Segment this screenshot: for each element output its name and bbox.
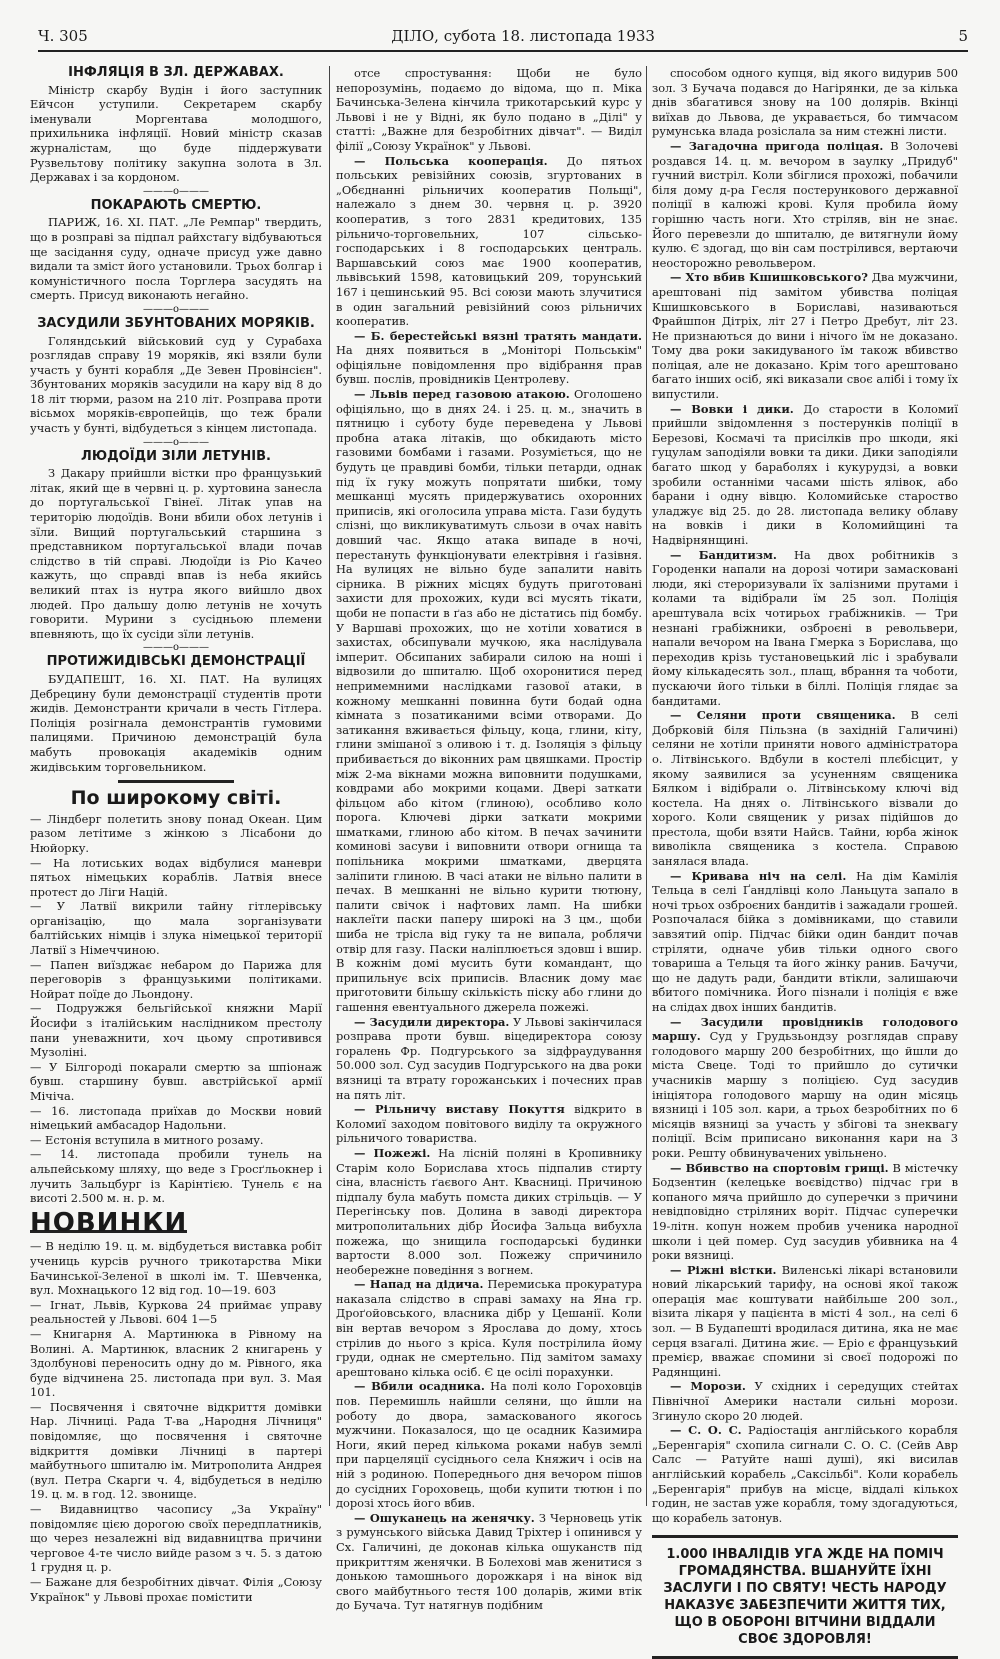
list-item: — В неділю 19. ц. м. відбудеться виставка робіт учениць курсів ручного трикотарства Міки Бачинської-Зеленої в школі ім. Т. Шевченка, вул. Мохнацького 12 від год. 10—19. 603 [30,1239,322,1298]
article-text: БУДАПЕШТ, 16. XI. ПАТ. На вулицях Дебрецину були демонстрації студентів проти жидів. Демонстранти кричали в честь Гітлера. Поліція розігнала демонстрантів гумовими палицями. Причиною демонстрацій була мабуть провокація академіків одним жидівським торговельником. [30,671,322,774]
news-lead: — Польська кооперація. [354,153,548,168]
news-item [336,1015,642,1103]
news-item [336,329,642,387]
article-text: ПАРИЖ, 16. XI. ПАТ. „Ле Ремпар" твердить, що в розправі за підпал райхстагу відбуваються ще засідання суду, одначе присуд уже давно видали та зміст його установили. Трьох болгар і комуністичного посла Торглера засудять на смерть. Присуд виконають негайно. [30,215,322,303]
article [30,655,322,774]
column-rule-1 [329,66,330,1506]
column-rule-2 [646,66,647,1506]
news-text: способом одного купця, від якого видурив 500 зол. З Бучача подався до Нагірянки, де за кілька днів збагатився знову на 100 долярів. Вкінці виїхав до Львова, де укравається, бо тимчасом румунська влада розіслала за ним стежні листи. [652,66,958,139]
news-lead: — Бандитизм. [670,547,777,562]
news-text: У східних і середущих стейтах Північної Америки настали сильні морози. Згинуло скоро 20 людей. [652,1379,959,1423]
news-text: Суд у Грудьзьондзу розглядав справу голодового маршу 200 безробітних, що йшли до міста Свеце. Тоді то прийшло до сутички учасників маршу з поліцією. Суд засудив ініціятора голодового маршу на один місяць вязниці і 105 зол. кари, а трьох безробітних по 6 місяців вязниці за участь у збігові та знеквагу поліції. Всім приписано виконання кари на 3 роки. Решту обвинувачених увільнено. [652,1029,958,1160]
news-item [652,1379,958,1423]
news-item [652,270,958,401]
article [30,66,322,185]
news-item [336,1102,642,1146]
article [30,450,322,642]
news-text: На лісній поляні в Кропивнику Старім коло Борислава хтось підпалив стирту сіна, власність ґаєвого Ант. Квасниці. Причиною підпалу була мабуть помста диких стрільців. — У Перегінську пов. Долина в заводі директора митрополитальних дібр Йосифа Зальца вибухла пожежа, що знищила господарські будинки вартости 8.000 зол. Пожежу спричинило необережне поведіння з вогнем. [336,1145,642,1277]
news-text: На двох робітників з Городенки напали на дорозі чотири замасковані люди, які стероризували їх залізними прутами і колами та відібрали їм 25 зол. Поліція арештувала всіх чотирьох грабіжників. — Три незнані грабіжники, озброєні в револьвери, напали вечором на Івана Гмерка з Борислава, що переходив крізь тустановецький ліс і зрабували йому кількадесять зол., плащ, вбрання та чоботи, пускаючи його тільки в біллі. Поліція глядає за бандитами. [652,547,959,708]
masthead-date: ДІЛО, субота 18. листопада 1933 [391,27,655,45]
news-text: В містечку Бодзентин (келецьке воєвідство) підчас гри в копаного мяча прийшло до суперечки з причини невідповідно стріляних воріт. Підчас суперечки 19-літн. копун ножем пробив ученика народної школи і цей помер. Суд засудив убивника на 4 роки вязниці. [652,1160,958,1263]
news-text: На полі коло Гороховців пов. Перемишль найшли селяни, що йшли на роботу до двора, замаскованого якогось мужчини. Показалося, що це осадник Казимира Ноги, який перед кількома роками набув землі при парцеляції сусіднього села Княжич і осів на ній з родиною. Попереднього дня вечором пішов до сусідних Гороховець, щоби купити тютюн і по дорозі хтось його вбив. [336,1379,642,1511]
news-lead: — Рільничу виставу Покуття [354,1102,565,1117]
news-item [652,1423,958,1525]
news-lead: — Ріжні вістки. [670,1262,777,1277]
list-item: — Книгарня А. Мартинюка в Рівному на Волині. А. Мартинюк, власник 2 книгарень у Здолбунові переносить одну до м. Рівного, яка буде відчинена 25. листопада при вул. 3. Мая 101. [30,1326,322,1400]
world-section-title: По широкому світі. [70,787,282,810]
list-item: — Подружжя бельгійської княжни Марії Йосифи з італійським наслідником престолу пани уневажнити, хоч цьому спротивився Музоліні. [30,1001,322,1060]
page-header [38,22,968,52]
article [30,317,322,436]
list-item: — 14. листопада пробили тунель на альпейському шляху, що веде з Гросґльокнер і лучить Зальцбург із Карінтією. Тунель є на висоті 2.500 м. н. р. м. [30,1147,322,1206]
list-item: — Видавництво часопису „За Україну" повідомляє цією дорогою своїх передплатників, що через незалежні від видавництва причини черговое 4-те число вийде разом з ч. 5. з датою 1 грудня ц. р. [30,1502,322,1575]
news-item [336,387,642,1015]
news-lead: — Засудили директора. [354,1014,510,1029]
news-lead: — Селяни проти священика. [670,708,896,723]
news-item [652,869,958,1015]
news-text: До старости в Коломиї прийшли звідомлення з постерунків поліції в Березові, Космачі та присілків про шкоди, які гуцулам заподіяли вовки та дики. Дики заподіяли багато шкод у бараболях і кукурудзі, а вовки зробили останніми часами шість ялівок, або барани і одну вівцю. Коломийське староство уладжує від 25. до 28. листопада велику облаву на вовків і дики в Коломийщині та Надвірнянщині. [652,401,959,547]
article-text: Міністр скарбу Вудін і його заступник Ейчсон уступили. Секретарем скарбу іменували Моргентава молодшого, прихильника інфляції. Новий міністр сказав журналістам, що буде піддержувати Рузвельтову політику закупна золота в Зл. Державах і за кордоном. [30,82,322,185]
news-lead: — Морози. [670,1379,746,1394]
news-text: Радіостація англійського корабля „Беренгарія" схопила сигнали С. О. С. (Сейв Авр Салс — Ратуйте наші душі), які висилав англійський корабель „Саксільбі". Коли корабель „Беренгарія" прибув на місце, віддалі кількох годин, не застав уже корабля, тому здогадуються, що корабель затонув. [652,1423,958,1525]
news-text: В Золочеві роздався 14. ц. м. вечором в заулку „Придуб" гучний вистріл. Коли збіглися прохожі, побачили біля дому д-ра Гесля постерункового державної поліції в калюжі крові. Куля пробила йому горішню часть ноги. Хто стріляв, він не знає. Його перевезли до шпиталю, де витягнули йому кулю. Є здогад, що він сам пострілився, вертаючи неосторожно револьвером. [652,138,958,270]
news-text: відкрито в Коломиї заходом повітового виділу та окружного рільничого товариства. [336,1102,643,1146]
news-text: Два мужчини, арештовані під замітом убивства поліцая Кшишковського в Бориславі, називаються Фрайшпон Дітріх, літ 27 і Петро Дребут, літ 23. Не признаються до вини і нічого їм не доказано. Тому два роки закидуваного їм також вбивство поліцая, але не доказано. Крім того арештовано багато інших осіб, які виказали своє алібі і тому їх випустили. [652,270,958,402]
novinky-list [30,1239,322,1604]
news-text: Оголошено офіціяльно, що в днях 24. і 25. ц. м., значить в пятницю і суботу буде переведена у Львові пробна атака літаків, що обкидають місто газовими бомбами і газами. Розуміється, що не будуть це правдиві бомби, тільки петарди, однак під їх гуку можуть попрятати шибки, тому мешканці мусять придержуватись охоронних приписів, які оголосила управа міста. Гази будуть слізні, що викликуватимуть сльози в очах навіть довший час. Якщо атака випаде в ночі, перестануть функціонувати електрівня і ґазівня. На вулицях не вільно буде запалити навіть сірника. В ріжних місцях будуть приготовані захисти для прохожих, куди всі мусять тікати, щоби не попасти в ґаз або не дістатись під бомбу. У Варшаві прохожих, що не хотіли ховатися в захистах, обсипували мучкою, яка наслідувала імперит. Обсипаних забирали силою на ноші і відвозили до шпиталю. Щоб охоронитися перед непримемними наслідками газової атаки, в кожному мешканні повинна бути бодай одна кімната з позатиканими всіми отворами. До затикання вживається фільцу, коца, глини, кіту, глини змішаної з оливою і т. д. Ізоляція з фільцу прибивається до віконних рам цвяшками. Простір між 2-ма вікнами можна виповнити подушками, ковдрами або мокрими коцами. Двері заткати фільцом або кітом (глиною), особливо коло порога. Ключеві дірки заткати мокрими шматками, глиною або кітом. В печах зачинити коминові засуви і виповнити отвори огнища та попільника мокрими шматками, дверцята заліпити глиною. В часі атаки не вільно палити в печах. В мешканні не вільно курити тютюну, палити свічок і нафтових ламп. На шибки наклеїти паски паперу широкі на 3 цм., щоби шиба не трісла від гуку та не випала, роблячи отвір для газу. Паски наліплюється здовш і вшир. В кожнім домі мусить бути командант, що припильнує всіх приписів. Власник дому має приготовити більшу скількість піску або глини до гашення евентуального джерела пожежі. [336,387,643,1014]
news-lead: — Кривава ніч на селі. [670,868,847,883]
article-title: ПОКАРАЮТЬ СМЕРТЮ. [90,197,262,213]
list-item: — Бажане для безробітних дівчат. Філія „Союзу Українок" у Львові прохає помістити [30,1575,322,1604]
appeal-box: 1.000 ІНВАЛІДІВ УГА ЖДЕ НА ПОМІЧ ГРОМАДЯНСТВА. ВШАНУЙТЕ ЇХНІ ЗАСЛУГИ І ПО СВЯТУ! ЧЕСТЬ НАРОДУ НАКАЗУЄ ЗАБЕЗПЕЧИТИ ЖИТТЯ ТИХ, ЩО В ОБОРОНІ ВІТЧИНИ ВІДДАЛИ СВОЄ ЗДОРОВЛЯ! [652,1535,958,1659]
news-item [652,1161,958,1263]
news-item [652,1263,958,1380]
news-lead: — Ошуканець на женячку. [354,1510,535,1525]
article [30,199,322,303]
divider [118,780,235,783]
article-text: Голяндський військовий суд у Сурабаха розглядав справу 19 моряків, які взяли були участь у бунті корабля „Де Зевен Провінсієн". Збунтованих моряків засудили на кару від 8 до 18 літ тюрми, разом на 210 літ. Розправа проти вісьмох моряків-європейців, що теж брали участь у бунті, відбудеться з кінцем листопада. [30,333,322,436]
list-item: — Ігнат, Львів, Куркова 24 приймає управу реальностей у Львові. 604 1—5 [30,1297,322,1327]
news-text: На дім Камілія Тельца в селі Ґандлівці коло Ланьцута запало в ночі трьох озброєних бандитів і зажадали грошей. Розпочалася бійка з домівниками, що ставили завзятий опір. Підчас бійки один бандит почав стріляти, одначе убив тільки одного свого товариша а Тельця та його жінку ранив. Бачучи, що не дадуть ради, бандити втікли, залишаючи вбитого помічника. Його пізнали і поліція є вже на слідах двох інших бандитів. [652,868,958,1014]
news-lead: — Пожежі. [354,1145,431,1160]
issue-number: Ч. 305 [38,27,88,45]
news-lead: — Вбили осадника. [354,1379,485,1394]
list-item: — На лотиських водах відбулися маневри пятьох німецьких кораблів. Латвія внесе протест до Ліги Націй. [30,855,322,899]
news-lead: — Загадочна пригода поліцая. [670,138,884,153]
world-news-list [30,812,322,1206]
news-lead: — Напад на дідича. [354,1277,484,1292]
news-text: В селі Добрковій біля Пільзна (в західній Галичині) селяни не хотіли приняти нового адміністратора о. Літвінського. Вдбули в костелі плєбісцит, у якому заявилися за усуненням священика Бялком і відібрали о. Літвінському ключі від костела. На днях о. Літвінського візвали до хорого. Коли священик у ризах підійшов до престола, щоби взяти Найсв. Тайни, юрба жінок виволікла священика з костела. Справою занялася влада. [652,708,959,869]
separator: ———o——— [142,642,210,654]
column-3 [652,66,959,1648]
news-text: До пятьох польських ревізійних союзів, згуртованих в „Обєднанні рільничих кооператив Польщі", належало з днем 30. червня ц. р. 3920 кооператив, з того 2831 кредитових, 135 рільничо-торговельних, 107 сільсько-господарських і 8 господарських централь. Варшавський союз має 1900 кооператив, львівський 1598, катовицький 209, торунський 167 і цешинський 95. Всі союзи мають злучитися в один загальний ревізійний союз рільничих кооператив. [336,153,642,329]
news-item [336,1146,642,1277]
list-item: — Папен виїзджає небаром до Парижа для переговорів з французькими політиками. Нойрат поїде до Льондону. [30,957,322,1001]
news-item [652,402,958,548]
news-item [652,548,958,709]
news-item [336,66,642,154]
news-item [336,1379,642,1510]
news-lead: — Засудили провідників голодового маршу. [652,1014,958,1044]
list-item: — Посвячення і святочне відкриття домівки Нар. Лічниці. Рада Т-ва „Народня Лічниця" повідомляє, що посвячення і святочне відкриття домівки Лічниці в партері майбутнього шпиталю ім. Митрополита Андрея (вул. Петра Скарги ч. 4, відбудеться в неділю 19. ц. м. в год. 12. звонище. [30,1399,322,1502]
news-item [336,154,642,329]
article-title: ІНФЛЯЦІЯ В ЗЛ. ДЕРЖАВАХ. [68,65,284,80]
list-item: — У Білгороді покарали смертю за шпіонаж бувш. старшину бувш. австрійської армії Мічіча. [30,1059,322,1103]
separator: ———o——— [142,185,210,197]
news-lead: — Львів перед газовою атакою. [354,387,570,402]
separator: ———o——— [142,303,210,315]
column-1 [30,65,322,1604]
article-text: З Дакару прийшли вістки про французький літак, який ще в червні ц. р. хуртовина занесла до португальської Гвінеї. Літак упав на територію людоїдів. Вони вбили обох летунів і зїли. Вищий португальський старшина з представником португальської влади почав слідство в тій справі. Людоїди із Ріо Качео кажуть, що справді впав із неба якийсь великий птах із нутра якого вийшло двох людей. Про дальшу долю летунів не хочуть говорити. Мурини з сусідньою племени впевняють, що їх сусіди зїли летунів. [30,466,322,641]
news-item [652,66,958,139]
news-item [336,1511,642,1613]
news-lead: — С. О. С. [670,1423,742,1438]
news-text: Виленські лікарі встановили новий лікарський тарифу, на основі якої також операція має коштувати найбільше 200 зол., візита лікаря у пацієнта в місті 4 зол., на селі 6 зол. — В Будапешті вродилася дитина, яка не має серця взагалі. Дитина жиє. — Еріо є французький премієр, вважає спомини зі своєї подорожі по Радянщині. [652,1262,958,1379]
article-title: ПРОТИЖИДІВСЬКІ ДЕМОНСТРАЦІЇ [46,654,306,670]
news-lead: — Б. берестейські вязні тратять мандати. [354,328,642,343]
news-text: З Черновець утік з румунського війська Давид Тріхтер і опинився у Сх. Галичині, де доконав кілька ошуканств під прикриттям женячки. В Болехові мав женитися з донькою тамошнього дорожкаря і на вінок від свого майбутнього тестя 100 доларів, жими втік до Бучача. Тут натягнув подібним [336,1510,643,1613]
news-text: отсе спростування: Щоби не було непорозумінь, подаємо до відома, що п. Міка Бачинська-Зелена кінчила трикотарський курс у Львові і не у Відні, як було подано в „Ділі" у статті: „Важне для безробітних дівчат". — Виділ філії „Союзу Українок" у Львові. [336,66,642,153]
separator: ———o——— [142,436,210,448]
news-text: На днях появиться в „Моніторі Польськім" офіціяльне повідомлення про відібрання прав бувш. послів, провідників Центролеву. [336,343,642,387]
article-title: ЛЮДОЇДИ ЗІЛИ ЛЕТУНІВ. [81,448,271,464]
list-item: — У Латвії викрили тайну гітлерівську організацію, що мала зорганізувати балтійських німців і злука німецької території Латвії з Німеччиною. [30,899,322,958]
news-item [652,708,958,869]
article-title: ЗАСУДИЛИ ЗБУНТОВАНИХ МОРЯКІВ. [37,315,315,331]
column-2 [336,66,643,1613]
list-item: — Ліндберг полетить знову понад Океан. Цим разом летітиме з жінкою з Лісабони до Нюйорку. [30,811,322,855]
novinky-section-title: НОВИНКИ [30,1207,188,1238]
news-text: Перемиська прокуратура наказала слідство в справі замаху на Яна гр. Дроґойовського, власника дібр у Цешанії. Коли він вертав вечором з Ярослава до дому, хтось стрілив до нього з кріса. Куля пострілила йому груди, однак не смертельно. Під замітом замаху арештовано кілька осіб. Є це осілі порахунки. [336,1277,642,1379]
news-lead: — Вовки і дики. [670,401,794,416]
news-lead: — Вбивство на спортовім грищі. [670,1160,889,1175]
news-item [652,139,958,270]
list-item: — 16. листопада приїхав до Москви новий німецький амбасадор Надольни. [30,1103,322,1133]
news-item [336,1277,642,1379]
page-number: 5 [958,27,968,45]
news-lead: — Хто вбив Кшишковського? [670,270,868,285]
news-item [652,1015,958,1161]
list-item: — Естонія вступила в митного розаму. [30,1132,264,1147]
news-text: У Львові закінчилася розправа проти бувш. віцедиректора союзу горалень Фр. Подгурського за зідфраудування 50.000 зол. Суд засудив Подгурського на два роки вязниці та втрату горожанських і почесних прав на пять літ. [336,1014,643,1102]
